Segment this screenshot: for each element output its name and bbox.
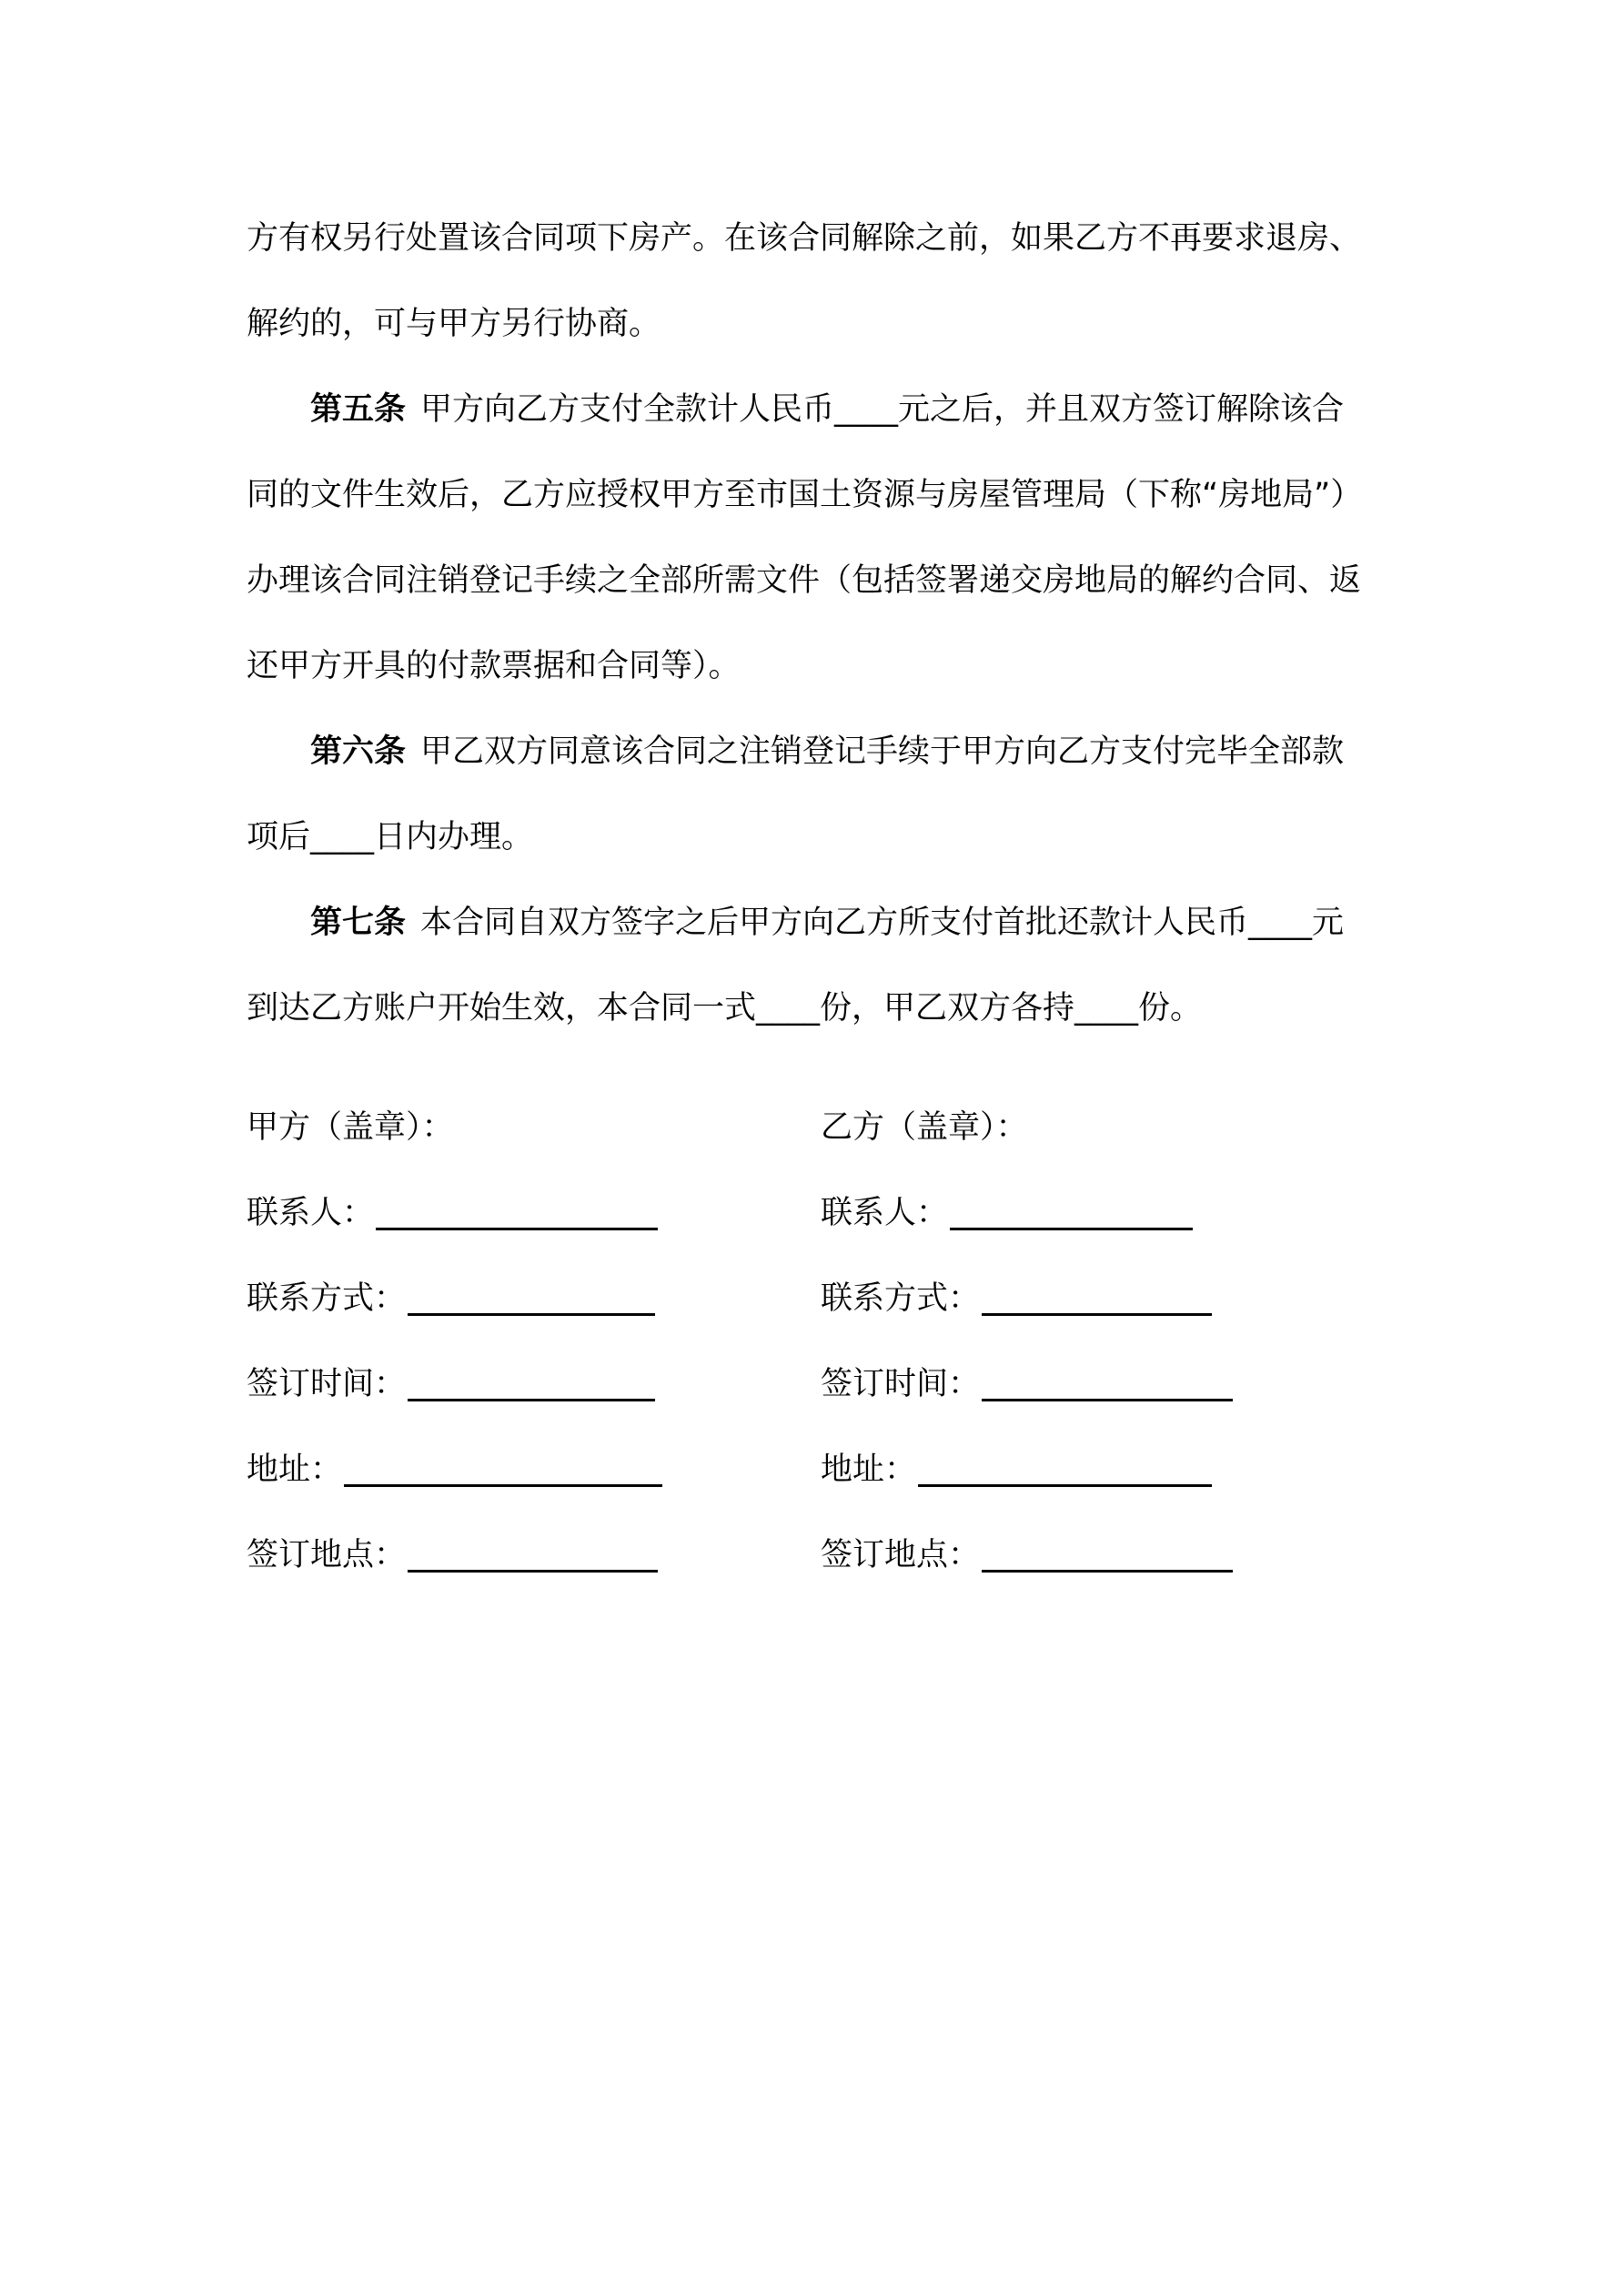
party-a-contact-blank — [376, 1196, 658, 1230]
party-b-sign-time — [821, 1341, 1379, 1427]
party-b-sign-time-blank — [982, 1367, 1233, 1401]
clause-6-line-1 — [247, 709, 1379, 794]
clause-6-label: 第六条 — [310, 733, 407, 770]
sign-time-row — [247, 1341, 1379, 1427]
body-line: 项后____日内办理。 — [247, 819, 534, 855]
clause-7-line-1 — [247, 880, 1379, 966]
contact-method-row — [247, 1256, 1379, 1341]
address-row — [247, 1427, 1379, 1512]
party-b-sign-place — [821, 1512, 1379, 1598]
sign-place-row — [247, 1512, 1379, 1598]
body-line: 办理该合同注销登记手续之全部所需文件（包括签署递交房地局的解约合同、返 — [247, 562, 1362, 599]
contract-body — [247, 196, 1379, 1051]
party-a-method — [247, 1256, 821, 1341]
party-a-address-label: 地址： — [247, 1451, 343, 1488]
party-a-sign-time-label: 签订时间： — [247, 1366, 407, 1402]
party-a-sign-time — [247, 1341, 821, 1427]
party-b-seal-label: 乙方（盖章）： — [821, 1109, 1028, 1146]
party-a-sign-place — [247, 1512, 821, 1598]
party-b-address — [821, 1427, 1379, 1512]
party-b-method-blank — [982, 1281, 1212, 1316]
party-b-method — [821, 1256, 1379, 1341]
body-line: 还甲方开具的付款票据和合同等）。 — [247, 648, 741, 684]
contact-row — [247, 1170, 1379, 1256]
party-a-method-blank — [408, 1281, 655, 1316]
party-a-seal-label: 甲方（盖章）： — [247, 1109, 454, 1146]
clause-7-text: 本合同自双方签字之后甲方向乙方所支付首批还款计人民币____元 — [420, 905, 1345, 941]
party-b-sign-place-blank — [982, 1538, 1233, 1573]
body-line: 解约的，可与甲方另行协商。 — [247, 306, 661, 342]
party-b-contact — [821, 1170, 1379, 1256]
party-a-address-blank — [344, 1452, 662, 1487]
body-line: 方有权另行处置该合同项下房产。在该合同解除之前，如果乙方不再要求退房、 — [247, 220, 1362, 257]
party-a-contact — [247, 1170, 821, 1256]
party-b-method-label: 联系方式： — [821, 1280, 981, 1317]
party-a-sign-place-label: 签订地点： — [247, 1537, 407, 1573]
party-a-address — [247, 1427, 821, 1512]
party-b-contact-blank — [950, 1196, 1193, 1230]
party-a-method-label: 联系方式： — [247, 1280, 407, 1317]
clause-5-label: 第五条 — [310, 391, 407, 428]
clause-7-label: 第七条 — [310, 905, 407, 941]
party-a-sign-time-blank — [408, 1367, 655, 1401]
signature-block — [247, 1085, 1379, 1598]
clause-5-text: 甲方向乙方支付全款计人民币____元之后，并且双方签订解除该合 — [420, 391, 1345, 428]
clause-5-line-1 — [247, 367, 1379, 452]
party-b-seal — [821, 1085, 1379, 1170]
party-b-address-blank — [918, 1452, 1212, 1487]
body-line: 到达乙方账户开始生效，本合同一式____份，甲乙双方各持____份。 — [247, 990, 1203, 1027]
party-b-contact-label: 联系人： — [821, 1195, 949, 1231]
party-b-sign-place-label: 签订地点： — [821, 1537, 981, 1573]
party-b-address-label: 地址： — [821, 1451, 917, 1488]
party-a-sign-place-blank — [408, 1538, 658, 1573]
body-line: 同的文件生效后，乙方应授权甲方至市国土资源与房屋管理局（下称“房地局”） — [247, 477, 1363, 513]
party-a-seal — [247, 1085, 821, 1170]
party-b-sign-time-label: 签订时间： — [821, 1366, 981, 1402]
seal-row — [247, 1085, 1379, 1170]
party-a-contact-label: 联系人： — [247, 1195, 375, 1231]
clause-6-text: 甲乙双方同意该合同之注销登记手续于甲方向乙方支付完毕全部款 — [420, 733, 1345, 770]
